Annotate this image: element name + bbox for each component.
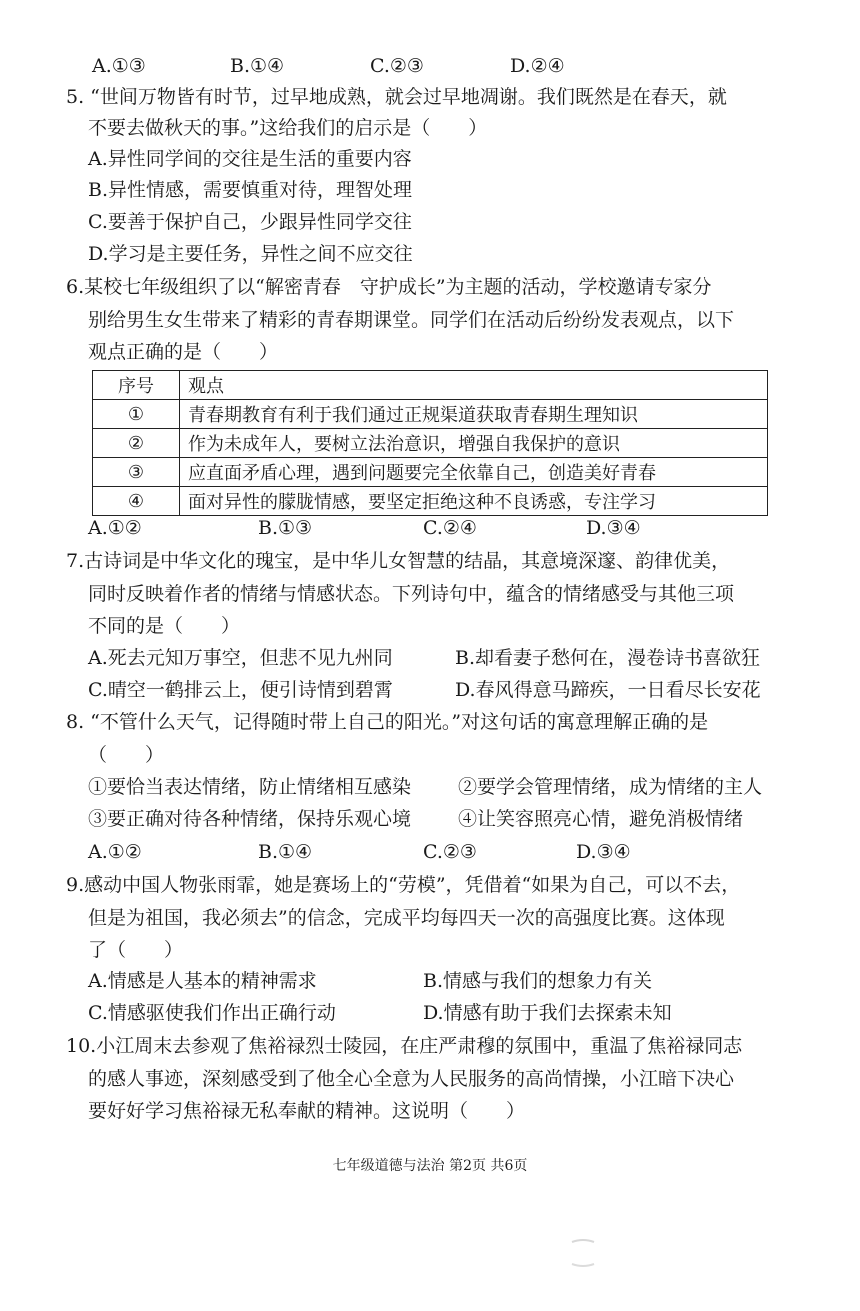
q7-option-a: A.死去元知万事空，但悲不见九州同 xyxy=(88,647,393,669)
q5-option-c: C.要善于保护自己，少跟异性同学交往 xyxy=(88,211,412,233)
table-cell-number: ③ xyxy=(93,458,180,487)
q9-option-a: A.情感是人基本的精神需求 xyxy=(88,970,317,992)
page-footer: 七年级道德与法治 第2页 共6页 xyxy=(332,1158,528,1174)
table-cell-number: ① xyxy=(93,400,180,429)
q7-option-d: D.春风得意马蹄疾，一日看尽长安花 xyxy=(455,679,761,701)
table-row xyxy=(93,487,768,516)
q6-option-a: A.①② xyxy=(88,517,142,539)
table-cell-viewpoint: 面对异性的朦胧情感，要坚定拒绝这种不良诱惑，专注学习 xyxy=(180,487,768,516)
scan-mark-icon xyxy=(566,1236,600,1270)
q8-stem-line-1: 8. “不管什么天气，记得随时带上自己的阳光。”对这句话的寓意理解正确的是 xyxy=(66,711,709,733)
table-cell-viewpoint: 作为未成年人，要树立法治意识，增强自我保护的意识 xyxy=(180,429,768,458)
q6-stem-line-2: 别给男生女生带来了精彩的青春期课堂。同学们在活动后纷纷发表观点，以下 xyxy=(88,309,735,331)
q8-option-a: A.①② xyxy=(88,841,142,863)
table-row xyxy=(93,400,768,429)
q10-stem-line-3: 要好好学习焦裕禄无私奉献的精神。这说明（ ） xyxy=(88,1100,526,1122)
table-header-viewpoint: 观点 xyxy=(180,371,768,400)
q4-option-a: A.①③ xyxy=(92,55,146,77)
q5-stem-line-2: 不要去做秋天的事。”这给我们的启示是（ ） xyxy=(88,117,488,139)
table-row xyxy=(93,458,768,487)
q4-option-c: C.②③ xyxy=(370,55,424,77)
q10-stem-line-2: 的感人事迹，深刻感受到了他全心全意为人民服务的高尚情操，小江暗下决心 xyxy=(88,1068,735,1090)
table-row xyxy=(93,429,768,458)
table-header-number: 序号 xyxy=(93,371,180,400)
q5-option-a: A.异性同学间的交往是生活的重要内容 xyxy=(88,148,412,170)
q9-option-b: B.情感与我们的想象力有关 xyxy=(423,970,653,992)
table-cell-number: ② xyxy=(93,429,180,458)
q9-stem-line-2: 但是为祖国，我必须去”的信念，完成平均每四天一次的高强度比赛。这体现 xyxy=(88,907,725,929)
q9-stem-line-1: 9.感动中国人物张雨霏，她是赛场上的“劳模”，凭借着“如果为自己，可以不去， xyxy=(66,874,741,896)
q8-option-c: C.②③ xyxy=(423,841,477,863)
q7-stem-line-3: 不同的是（ ） xyxy=(88,615,241,637)
q9-option-c: C.情感驱使我们作出正确行动 xyxy=(88,1002,336,1024)
q7-stem-line-1: 7.古诗词是中华文化的瑰宝，是中华儿女智慧的结晶，其意境深邃、韵律优美， xyxy=(66,550,731,572)
q7-stem-line-2: 同时反映着作者的情绪与情感状态。下列诗句中，蕴含的情绪感受与其他三项 xyxy=(88,583,735,605)
table-cell-viewpoint: 青春期教育有利于我们通过正规渠道获取青春期生理知识 xyxy=(180,400,768,429)
q7-option-b: B.却看妻子愁何在，漫卷诗书喜欲狂 xyxy=(455,647,761,669)
viewpoint-table xyxy=(92,370,768,516)
q8-option-d: D.③④ xyxy=(576,841,631,863)
q4-option-d: D.②④ xyxy=(510,55,565,77)
q8-option-b: B.①④ xyxy=(258,841,313,863)
q9-option-d: D.情感有助于我们去探索未知 xyxy=(423,1002,672,1024)
q6-stem-line-3: 观点正确的是（ ） xyxy=(88,341,279,363)
q5-stem-line-1: 5. “世间万物皆有时节，过早地成熟，就会过早地凋谢。我们既然是在春天，就 xyxy=(66,86,727,108)
q10-stem-line-1: 10.小江周末去参观了焦裕禄烈士陵园，在庄严肃穆的氛围中，重温了焦裕禄同志 xyxy=(66,1035,743,1057)
q6-option-b: B.①③ xyxy=(258,517,313,539)
q5-option-b: B.异性情感，需要慎重对待，理智处理 xyxy=(88,179,413,201)
q6-stem-line-1: 6.某校七年级组织了以“解密青春 守护成长”为主题的活动，学校邀请专家分 xyxy=(66,276,712,298)
q8-stem-line-2: （ ） xyxy=(88,744,165,766)
table-header-row xyxy=(93,371,768,400)
q6-option-d: D.③④ xyxy=(586,517,641,539)
q5-option-d: D.学习是主要任务，异性之间不应交往 xyxy=(88,243,413,265)
q8-item-2: ②要学会管理情绪，成为情绪的主人 xyxy=(458,776,763,798)
q8-item-4: ④让笑容照亮心情，避免消极情绪 xyxy=(458,808,744,830)
q4-option-b: B.①④ xyxy=(230,55,285,77)
q6-option-c: C.②④ xyxy=(423,517,477,539)
q7-option-c: C.晴空一鹤排云上，便引诗情到碧霄 xyxy=(88,679,393,701)
q8-item-1: ①要恰当表达情绪，防止情绪相互感染 xyxy=(88,776,412,798)
table-cell-number: ④ xyxy=(93,487,180,516)
q8-item-3: ③要正确对待各种情绪，保持乐观心境 xyxy=(88,808,412,830)
table-cell-viewpoint: 应直面矛盾心理，遇到问题要完全依靠自己，创造美好青春 xyxy=(180,458,768,487)
q9-stem-line-3: 了（ ） xyxy=(88,939,184,961)
